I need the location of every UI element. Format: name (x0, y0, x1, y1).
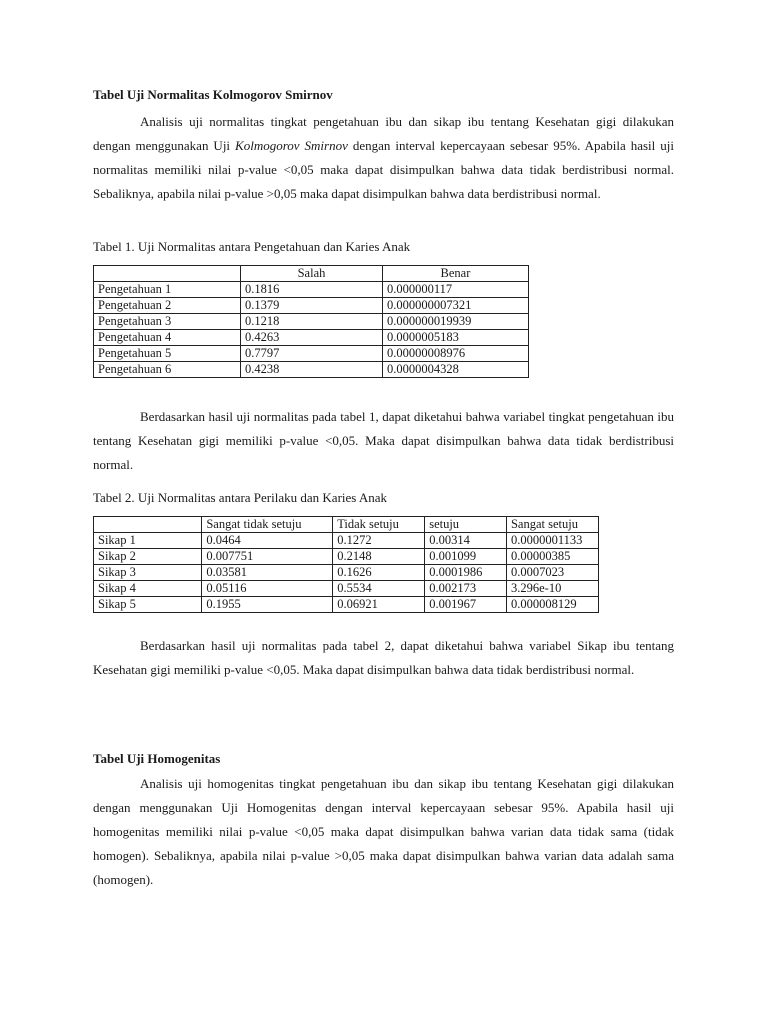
table2-caption: Tabel 2. Uji Normalitas antara Perilaku dan Karies Anak (93, 490, 388, 505)
table2-header-cell (94, 517, 202, 533)
table2-cell: 0.0000001133 (506, 533, 598, 549)
table2-cell: 0.000008129 (506, 597, 598, 613)
homogenitas-text: Analisis uji homogenitas tingkat pengetahuan ibu dan sikap ibu tentang Kesehatan gigi dilakukan dengan menggunakan Uji Homogenitas dengan interval kepercayaan sebesar 95%. Apabila hasil uji homogenitas memiliki nilai p-value <0,05 maka dapat disimpulkan bahwa varian data tidak sama (tidak homogen). Sebaliknya, apabila nilai p-value >0,05 maka dapat disimpulkan bahwa varian data adalah sama (homogen). (93, 776, 674, 887)
table1-row-label: Pengetahuan 5 (94, 346, 241, 362)
table1-cell: 0.4238 (241, 362, 383, 378)
table2-cell: 0.2148 (333, 549, 425, 565)
table1-cell: 0.4263 (241, 330, 383, 346)
table2-cell: 0.1955 (202, 597, 333, 613)
table2-row (94, 565, 599, 581)
table2-header-cell: setuju (425, 517, 507, 533)
table2-cell: 0.002173 (425, 581, 507, 597)
table1-header-cell: Benar (382, 266, 528, 282)
table1-header-row (94, 266, 529, 282)
table2-cell: 0.00314 (425, 533, 507, 549)
table1-cell: 0.000000117 (382, 282, 528, 298)
intro-paragraph-normalitas (93, 110, 674, 206)
table1-cell: 0.000000019939 (382, 314, 528, 330)
table2-row-label: Sikap 5 (94, 597, 202, 613)
table2-row (94, 581, 599, 597)
table1-row (94, 282, 529, 298)
table1-row (94, 346, 529, 362)
table2-cell: 0.06921 (333, 597, 425, 613)
table2-cell: 0.03581 (202, 565, 333, 581)
table2-row (94, 533, 599, 549)
table1-cell: 0.1218 (241, 314, 383, 330)
table1-row (94, 298, 529, 314)
table1-row-label: Pengetahuan 3 (94, 314, 241, 330)
intro-paragraph-homogenitas (93, 772, 674, 892)
table2 (93, 516, 599, 613)
table2-conclusion-paragraph (93, 634, 674, 682)
table2-cell: 0.0001986 (425, 565, 507, 581)
table1-row (94, 314, 529, 330)
section-title-normalitas: Tabel Uji Normalitas Kolmogorov Smirnov (93, 87, 333, 102)
table1-row (94, 330, 529, 346)
table2-cell: 0.1272 (333, 533, 425, 549)
intro-text-end: dengan interval kepercayaan sebesar 95%. Apabila hasil uji normalitas memiliki nilai p-value <0,05 maka dapat disimpulkan bahwa data tidak berdistribusi normal. Sebaliknya, apabila nilai p-value >0,05 maka dapat disimpulkan bahwa data berdistribusi normal. (93, 138, 674, 201)
table2-cell: 0.001967 (425, 597, 507, 613)
table1-header-cell: Salah (241, 266, 383, 282)
table2-cell: 0.001099 (425, 549, 507, 565)
table1-cell: 0.1379 (241, 298, 383, 314)
table1-caption: Tabel 1. Uji Normalitas antara Pengetahuan dan Karies Anak (93, 239, 411, 254)
table1-cell: 0.1816 (241, 282, 383, 298)
table2-header-cell: Sangat tidak setuju (202, 517, 333, 533)
table1-row-label: Pengetahuan 4 (94, 330, 241, 346)
table1-conclusion-text: Berdasarkan hasil uji normalitas pada tabel 1, dapat diketahui bahwa variabel tingkat pengetahuan ibu tentang Kesehatan gigi memiliki p-value <0,05. Maka dapat disimpulkan bahwa data tidak berdistribusi normal. (93, 409, 674, 472)
table1 (93, 265, 529, 378)
table1-cell: 0.0000005183 (382, 330, 528, 346)
table2-row-label: Sikap 1 (94, 533, 202, 549)
table2-cell: 0.0464 (202, 533, 333, 549)
table2-cell: 0.1626 (333, 565, 425, 581)
table2-cell: 0.00000385 (506, 549, 598, 565)
table2-header-row (94, 517, 599, 533)
table2-cell: 0.007751 (202, 549, 333, 565)
table2-header-cell: Sangat setuju (506, 517, 598, 533)
table2-cell: 0.0007023 (506, 565, 598, 581)
table2-cell: 3.296e-10 (506, 581, 598, 597)
table2-row-label: Sikap 3 (94, 565, 202, 581)
table2-row-label: Sikap 4 (94, 581, 202, 597)
table1-row-label: Pengetahuan 1 (94, 282, 241, 298)
table1-cell: 0.7797 (241, 346, 383, 362)
intro-text-italic: Kolmogorov Smirnov (235, 138, 348, 153)
table2-row (94, 597, 599, 613)
table2-cell: 0.5534 (333, 581, 425, 597)
table2-header-cell: Tidak setuju (333, 517, 425, 533)
table1-conclusion-paragraph (93, 405, 674, 477)
table2-row (94, 549, 599, 565)
table2-conclusion-text: Berdasarkan hasil uji normalitas pada tabel 2, dapat diketahui bahwa variabel Sikap ibu tentang Kesehatan gigi memiliki p-value <0,05. Maka dapat disimpulkan bahwa data tidak berdistribusi normal. (93, 638, 674, 677)
table1-cell: 0.0000004328 (382, 362, 528, 378)
table1-row (94, 362, 529, 378)
table1-row-label: Pengetahuan 2 (94, 298, 241, 314)
table1-cell: 0.000000007321 (382, 298, 528, 314)
section-title-homogenitas: Tabel Uji Homogenitas (93, 751, 221, 766)
table2-cell: 0.05116 (202, 581, 333, 597)
table1-cell: 0.00000008976 (382, 346, 528, 362)
table1-row-label: Pengetahuan 6 (94, 362, 241, 378)
intro-text-start: Analisis uji normalitas tingkat pengetahuan ibu dan sikap ibu tentang Kesehatan gigi dilakukan dengan menggunakan Uji (93, 114, 674, 153)
table1-header-cell (94, 266, 241, 282)
table2-row-label: Sikap 2 (94, 549, 202, 565)
